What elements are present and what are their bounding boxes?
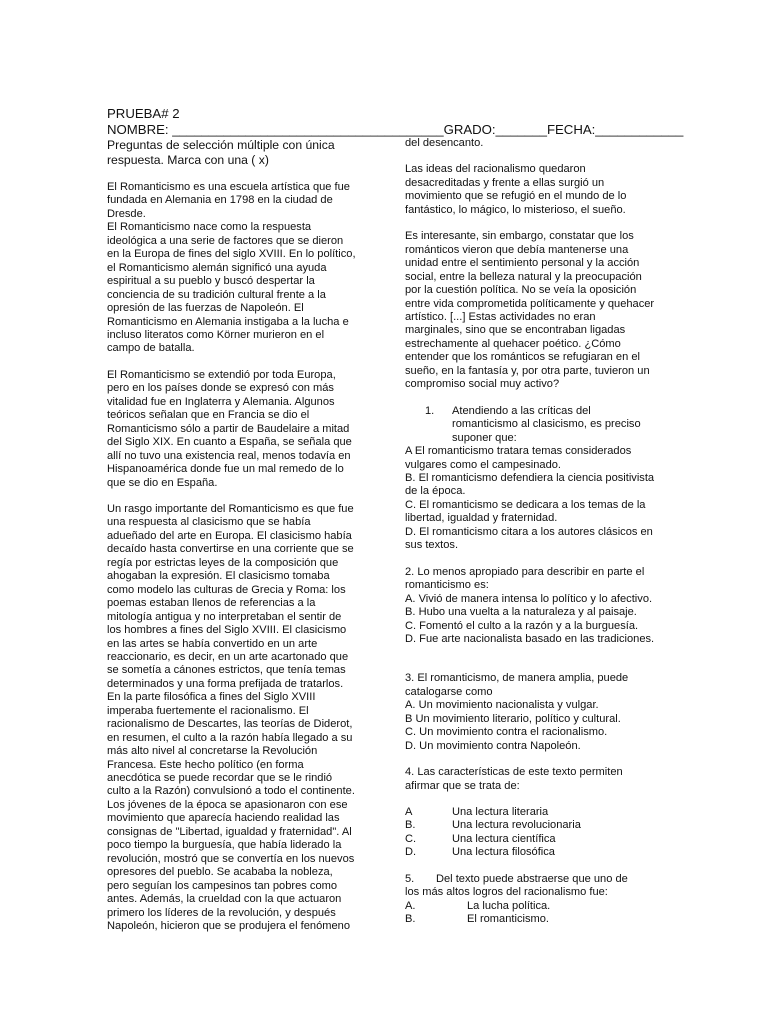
text-line: poco tiempo la burguesía, que había liderado la xyxy=(107,839,342,852)
option-text: Una lectura literaria xyxy=(452,806,549,819)
text-line: El Romanticismo nace como la respuesta xyxy=(107,221,312,234)
text-line: Las ideas del racionalismo quedaron xyxy=(405,163,586,176)
text-line: C. Un movimiento contra el racionalismo. xyxy=(405,726,608,739)
text-line: romanticismo es: xyxy=(405,579,489,592)
text-line: Napoleón, hicieron que se produjera el fenómeno xyxy=(107,920,350,933)
right-column xyxy=(405,137,660,927)
answer-option xyxy=(405,913,660,926)
text-line: por la cuestión política. No se veía la oposición xyxy=(405,284,637,297)
text-line: marginales, sino que se encontraban ligadas xyxy=(405,324,626,337)
text-line: el Romanticismo alemán significó una ayuda xyxy=(107,261,327,274)
text-line: como modelo las culturas de Grecia y Roma: los xyxy=(107,583,346,596)
text-line: 3. El romanticismo, de manera amplia, puede xyxy=(405,672,629,685)
question-3 xyxy=(405,672,660,753)
text-line: que se dio en España. xyxy=(107,476,218,489)
question-1-options xyxy=(405,445,660,553)
text-line: adueñado del arte en Europa. El clasicismo había xyxy=(107,529,352,542)
paragraph-romanticismo-europa xyxy=(107,369,365,490)
text-line: imperaba fuertemente el racionalismo. El xyxy=(107,704,309,717)
text-line: artístico. [...] Estas actividades no eran xyxy=(405,310,596,323)
option-text: Una lectura revolucionaria xyxy=(452,819,581,832)
continuation-text: del desencanto. xyxy=(405,137,484,149)
text-line: en las artes se había convertido en un arte xyxy=(107,637,318,650)
paragraph-racionalismo xyxy=(405,163,660,217)
text-line: fantástico, lo mágico, lo misterioso, el sueño. xyxy=(405,203,626,216)
paragraph-romanticismo-origen xyxy=(107,181,365,356)
text-line: Francesa. Este hecho político (en forma xyxy=(107,758,304,771)
text-line: poemas estaban llenos de referencias a la xyxy=(107,597,316,610)
option-letter: A xyxy=(405,806,413,819)
instructions: Preguntas de selección múltiple con única respuesta. Marca con una ( x) xyxy=(107,138,335,167)
text-line: antes. Además, la crueldad con la que actuaron xyxy=(107,893,342,906)
text-line: incluso literatos como Körner murieron en el xyxy=(107,328,325,341)
text-line: 2. Lo menos apropiado para describir en parte el xyxy=(405,565,645,578)
text-line: D. El romanticismo citara a los autores clásicos en xyxy=(405,525,653,538)
text-line: en resumen, el culto a la razón había llegado a su xyxy=(107,731,353,744)
text-line: en la Europa de fines del siglo XVIII. En lo político, xyxy=(107,248,356,261)
option-text: Una lectura científica xyxy=(452,832,556,845)
text-line: ideológica a una serie de factores que se dieron xyxy=(107,234,344,247)
paragraph-romanticos xyxy=(405,230,660,391)
text-line: A. Vivió de manera intensa lo político y lo afectivo. xyxy=(405,592,653,605)
text-line: teóricos señalan que en Francia se dio el xyxy=(107,409,310,422)
text-line: revolución, mostró que se convertía en los nuevos xyxy=(107,852,355,865)
text-line: movimiento que se refugió en el mundo de lo xyxy=(405,190,627,203)
option-letter: C. xyxy=(405,832,417,845)
paragraph-romanticismo-clasicismo xyxy=(107,503,365,934)
text-line: B. El romanticismo defendiera la ciencia positivista xyxy=(405,471,655,484)
text-line: pero seguían los campesinos tan pobres como xyxy=(107,879,338,892)
question-4: 4. Las características de este texto permiten afirmar que se trata de: A Una lectura literaria B. Una lectura revolucionaria C. Una lectura científica D. Una lectura filosófica xyxy=(405,766,660,860)
text-line: de la época. xyxy=(405,485,466,498)
test-title: PRUEBA# 2 xyxy=(107,106,180,121)
answer-option xyxy=(405,819,660,832)
text-line: El Romanticismo es una escuela artística que fue xyxy=(107,181,350,193)
text-line: opresión de las fuerzas de Napoleón. El xyxy=(107,302,304,315)
text-line: entender que los románticos se refugiaran en el xyxy=(405,351,640,364)
text-line: románticos vieron que debía mantenerse una xyxy=(405,243,629,256)
answer-option xyxy=(405,900,660,913)
text-line: más alto nivel al concretarse la Revolución xyxy=(107,745,318,758)
option-letter: D. xyxy=(405,846,417,859)
option-text: El romanticismo. xyxy=(467,913,549,926)
text-line: racionalismo de Descartes, las teorías de Diderot, xyxy=(107,718,353,731)
text-line: culto a la Razón) convulsionó a todo el continente. xyxy=(107,785,355,798)
text-line: campo de batalla. xyxy=(107,342,195,355)
text-line: sus textos. xyxy=(405,539,459,552)
question-5-options xyxy=(405,900,660,927)
text-line: regía por estrictas leyes de la composición que xyxy=(107,556,339,569)
text-line: una respuesta al clasicismo que se había xyxy=(107,516,311,529)
option-letter: B. xyxy=(405,819,416,832)
text-line: catalogarse como xyxy=(405,685,493,698)
question-1: 1. Atendiendo a las críticas del romanticismo al clasicismo, es preciso suponer que: xyxy=(425,404,641,444)
text-line: estrechamente al quehacer poético. ¿Cómo xyxy=(405,337,621,350)
text-line: C. Fomentó el culto a la razón y a la burguesía. xyxy=(405,619,639,632)
text-line: Es interesante, sin embargo, constatar que los xyxy=(405,230,634,243)
text-line: Romanticismo en Alemania instigaba a la lucha e xyxy=(107,315,349,328)
text-line: del Siglo XIX. En cuanto a España, se señala que xyxy=(107,436,352,449)
text-line: Romanticismo sólo a partir de Baudelaire a mitad xyxy=(107,422,350,435)
text-line: conciencia de su tradición cultural frente a la xyxy=(107,288,326,301)
left-column xyxy=(107,181,365,933)
text-line: vitalidad fue en Inglaterra y Alemania. Algunos xyxy=(107,395,335,408)
text-line: A. Un movimiento nacionalista y vulgar. xyxy=(405,699,599,712)
text-line: fundada en Alemania en 1798 en la ciudad de xyxy=(107,194,333,207)
text-line: los hombres a fines del Siglo XVIII. El clasicismo xyxy=(107,624,347,637)
option-letter: B. xyxy=(405,913,416,926)
text-line: D. Fue arte nacionalista basado en las tradiciones. xyxy=(405,632,655,645)
answer-option xyxy=(405,833,660,846)
text-line: pero en los países donde se expresó con más xyxy=(107,382,334,395)
text-line: Los jóvenes de la época se apasionaron con ese xyxy=(107,798,348,811)
question-5: 5. Del texto puede abstraerse que uno de los más altos logros del racionalismo fue: A. La lucha política. B. El romanticismo. xyxy=(405,873,660,927)
text-line: sueño, en la fantasía y, por otra parte, tuvieron un xyxy=(405,364,650,377)
name-grade-date-line: NOMBRE: _____________________________________GRADO:_______FECHA:____________ xyxy=(107,122,684,137)
text-line: Un rasgo importante del Romanticismo es que fue xyxy=(107,502,354,515)
answer-option xyxy=(405,846,660,859)
text-line: consignas de "Libertad, igualdad y fraternidad". Al xyxy=(107,825,352,838)
text-line: primero los líderes de la revolución, y después xyxy=(107,906,336,919)
text-line: espiritual a su pueblo y buscó despertar la xyxy=(107,275,315,288)
text-line: mitología antigua y no interpretaban el sentir de xyxy=(107,610,342,623)
text-line: C. El romanticismo se dedicara a los temas de la xyxy=(405,498,646,511)
text-line: En la parte filosófica a fines del Siglo XVIII xyxy=(107,691,316,704)
text-line: reaccionario, es decir, en un arte acartonado que xyxy=(107,650,349,663)
text-line: unidad entre el sentimiento personal y la acción xyxy=(405,257,640,270)
text-line: B Un movimiento literario, político y cultural. xyxy=(405,712,621,725)
text-line: libertad, igualdad y fraternidad. xyxy=(405,512,558,525)
text-line: determinados y una forma prefijada de tratarlos. xyxy=(107,677,344,690)
question-4-options xyxy=(405,806,660,860)
text-line: allí no tuvo una existencia real, menos todavía en xyxy=(107,449,351,462)
text-line: decaído hasta convertirse en una corriente que se xyxy=(107,543,354,556)
text-line: D. Un movimiento contra Napoleón. xyxy=(405,739,581,752)
text-line: Hispanoamérica donde fue un mal remedo de lo xyxy=(107,463,344,476)
text-line: movimiento que aparecía haciendo realidad las xyxy=(107,812,340,825)
text-line: A El romanticismo tratara temas considerados xyxy=(405,445,632,458)
text-line: anecdótica se puede recordar que se le rindió xyxy=(107,772,333,785)
text-line: ahogaban la expresión. El clasicismo tomaba xyxy=(107,570,330,583)
text-line: vulgares como el campesinado. xyxy=(405,458,562,471)
text-line: El Romanticismo se extendió por toda Europa, xyxy=(107,368,336,381)
option-text: La lucha política. xyxy=(467,899,551,912)
text-line: se sometía a cánones estrictos, que tenía temas xyxy=(107,664,346,677)
text-line: social, entre la belleza natural y la preocupación xyxy=(405,270,642,283)
question-2 xyxy=(405,566,660,647)
answer-option xyxy=(405,806,660,819)
text-line: Dresde. xyxy=(107,207,146,220)
text-line: B. Hubo una vuelta a la naturaleza y al paisaje. xyxy=(405,606,637,619)
text-line: compromiso social muy activo? xyxy=(405,378,560,391)
text-line: desacreditadas y frente a ellas surgió un xyxy=(405,176,605,189)
text-line: opresores del pueblo. Se acababa la nobleza, xyxy=(107,866,333,879)
option-letter: A. xyxy=(405,899,416,912)
text-line: entre vida comprometida políticamente y quehacer xyxy=(405,297,655,310)
option-text: Una lectura filosófica xyxy=(452,846,555,859)
